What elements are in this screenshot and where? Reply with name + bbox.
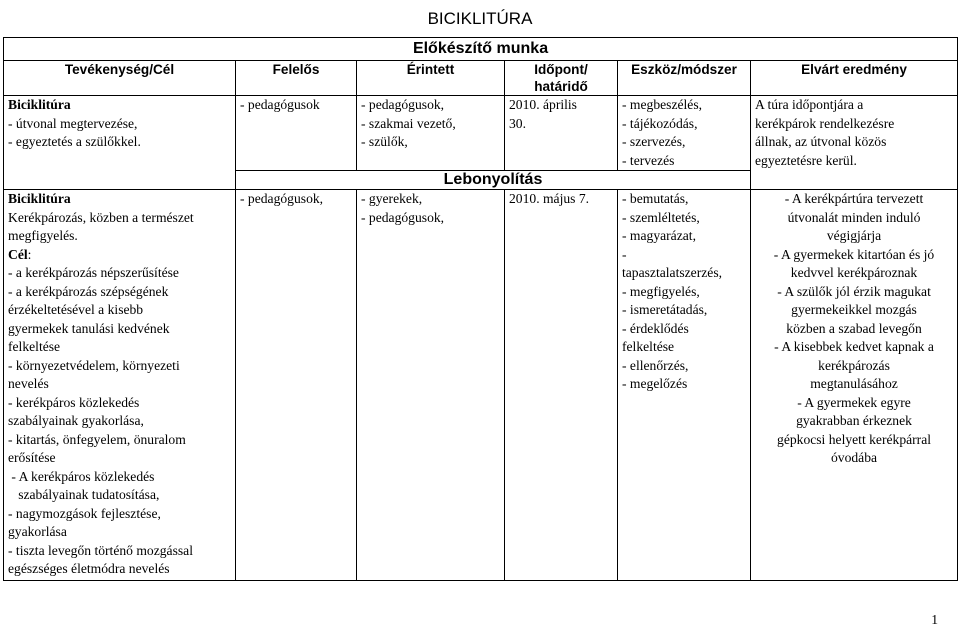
- cell-prep-involved: - pedagógusok, - szakmai vezető, - szülők,: [357, 96, 505, 171]
- table-row-exec: [4, 190, 958, 581]
- cell-prep-method: - megbeszélés, - tájékozódás, - szervezés, - tervezés: [618, 96, 751, 171]
- table-row-prep: [4, 96, 958, 171]
- col-header-date: Időpont/ határidő: [505, 61, 618, 96]
- section-row-prep: [4, 38, 958, 61]
- activity-plan-table: [3, 37, 958, 581]
- col-header-involved: Érintett: [357, 61, 505, 96]
- cell-prep-date: 2010. április 30.: [505, 96, 618, 171]
- col-header-result: Elvárt eredmény: [751, 61, 958, 96]
- cell-exec-involved: - gyerekek, - pedagógusok,: [357, 190, 505, 581]
- cell-exec-responsible: - pedagógusok,: [236, 190, 357, 581]
- cell-exec-result: - A kerékpártúra tervezett útvonalát minden induló végigjárja - A gyermekek kitartóan és jó kedvvel kerékpároznak - A szülők jól érzik magukat gyermekeikkel mozgás közben a szabad levegőn - A kisebbek kedvet kapnak a kerékpározás megtanulásához - A gyermekek egyre gyakrabban érkeznek gépkocsi helyett kerékpárral óvodába: [751, 190, 958, 581]
- cell-prep-result: A túra időpontjára a kerékpárok rendelkezésre állnak, az útvonal közös egyeztetésre kerül.: [751, 96, 958, 190]
- col-header-activity: Tevékenység/Cél: [4, 61, 236, 96]
- cell-exec-method: - bemutatás, - szemléltetés, - magyarázat, - tapasztalatszerzés, - megfigyelés, - ismeretátadás, - érdeklődés felkeltése - ellenőrzés, - megelőzés: [618, 190, 751, 581]
- goal-heading: Cél:: [8, 246, 32, 262]
- cell-exec-activity: Biciklitúra Kerékpározás, közben a természet megfigyelés. Cél: - a kerékpározás népszerűsítése - a kerékpározás szépségének érzékeltetésével a kisebb gyermekek tanulási kedvének felkeltése - környezetvédelem, környezeti nevelés - kerékpáros közlekedés szabályainak gyakorlása, - kitartás, önfegyelem, önuralom erősítése - A kerékpáros közlekedés szabályainak tudatosítása, - nagymozgások fejlesztése, gyakorlása - tiszta levegőn történő mozgással egészséges életmódra nevelés: [4, 190, 236, 581]
- header-row: [4, 61, 958, 96]
- section-title-prep: Előkészítő munka: [4, 38, 958, 61]
- col-header-responsible: Felelős: [236, 61, 357, 96]
- col-header-method: Eszköz/módszer: [618, 61, 751, 96]
- section-title-exec: Lebonyolítás: [236, 171, 751, 190]
- exec-activity-title: Biciklitúra: [8, 191, 71, 206]
- cell-prep-responsible: - pedagógusok: [236, 96, 357, 171]
- page-number: 1: [931, 612, 938, 627]
- cell-prep-activity: Biciklitúra - útvonal megtervezése, - egyeztetés a szülőkkel.: [4, 96, 236, 190]
- prep-activity-title: Biciklitúra: [8, 97, 71, 112]
- cell-exec-date: 2010. május 7.: [505, 190, 618, 581]
- document-title: BICIKLITÚRA: [427, 9, 533, 28]
